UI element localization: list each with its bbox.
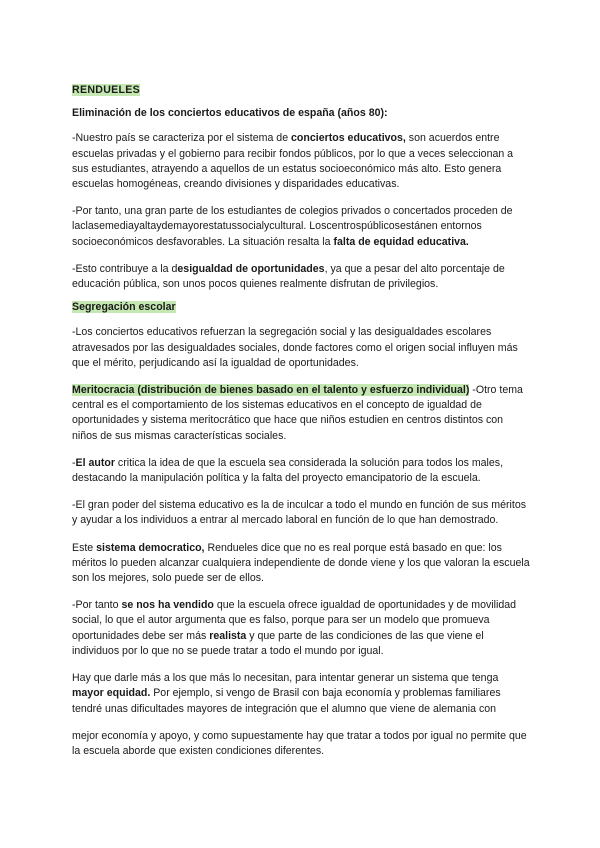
paragraph-meritocracia: Meritocracia (distribución de bienes basado en el talento y esfuerzo individual) -Otro tema central es el comportamiento de los sistemas educativos en el concepto de igualdad de oportunidades y sistema meritocrático que hace que niños estudien en centros distintos con niños de sus mismas características sociales. [72, 384, 523, 442]
paragraph-autor: -El autor critica la idea de que la escuela sea considerada la solución para todos los males, destacando la manipulación política y la falta del proyecto emancipatorio de la escuela. [72, 456, 504, 485]
paragraph-conclusion: mejor economía y apoyo, y como supuestamente hay que tratar a todos por igual no permite que la escuela aborde que existen condiciones diferentes. [72, 729, 527, 757]
paragraph-conciertos: -Nuestro país se caracteriza por el sistema de conciertos educativos, son acuerdos entre escuelas privadas y el gobierno para recibir fondos públicos, por lo que a veces seleccionan a sus estudiantes, atrayendo a aquellos de un estatus socioeconómico más alto. Esto genera escuelas homogéneas, creando divisiones y disparidades educativas. [72, 132, 514, 191]
paragraph-segregacion: -Los conciertos educativos refuerzan la segregación social y las desigualdades escolares atravesados por las desigualdades sociales, donde factores como el origen social influyen más que el mérito, perjudicando así la igualdad de oportunidades. [72, 326, 518, 369]
paragraph-desigualdad: -Esto contribuye a la desigualdad de oportunidades, ya que a pesar del alto porcentaje de educación pública, son unos pocos quienes realmente disfrutan de privilegios. [72, 262, 505, 291]
paragraph-vendido: -Por tanto se nos ha vendido que la escuela ofrece igualdad de oportunidades y de movilidad social, lo que el autor argumenta que es falso, porque para ser un modelo que promueva oportunidades debe ser más realista y que parte de las condiciones de las que viene el individuos por lo que no se puede tratar a todo el mundo por igual. [72, 599, 517, 657]
meritocracia-heading: Meritocracia (distribución de bienes basado en el talento y esfuerzo individual) [72, 384, 470, 397]
paragraph-democratico: Este sistema democratico, Rendueles dice que no es real porque está basado en que: los méritos lo pueden alcanzar cualquiera independiente de donde viene y los que valoran la escuela son los mejores, solo puede ser de ellos. [72, 541, 530, 585]
title-highlight: RENDUELES [72, 84, 141, 96]
document-title [72, 83, 530, 98]
section-heading-conciertos: Eliminación de los conciertos educativos de españa (años 80): [72, 107, 388, 120]
paragraph-estudiantes: -Por tanto, una gran parte de los estudiantes de colegios privados o concertados proceden de laclasemediayaltaydemayorestatussocialycultural. Loscentrospúblicosestánen entornos socioeconómicos desfavorables. La situación resalta la falta de equidad educativa. [72, 205, 513, 248]
section-heading-segregacion: Segregación escolar [72, 301, 176, 314]
paragraph-poder: -El gran poder del sistema educativo es la de inculcar a todo el mundo en función de sus méritos y ayudar a los individuos a entrar al mercado laboral en función de lo que han demostrado. [72, 499, 527, 527]
paragraph-equidad: Hay que darle más a los que más lo necesitan, para intentar generar un sistema que tenga mayor equidad. Por ejemplo, si vengo de Brasil con baja economía y problemas familiares tendré unas dificultades mayores de integración que el alumno que viene de alemania con [72, 672, 501, 715]
document-body [72, 83, 530, 759]
